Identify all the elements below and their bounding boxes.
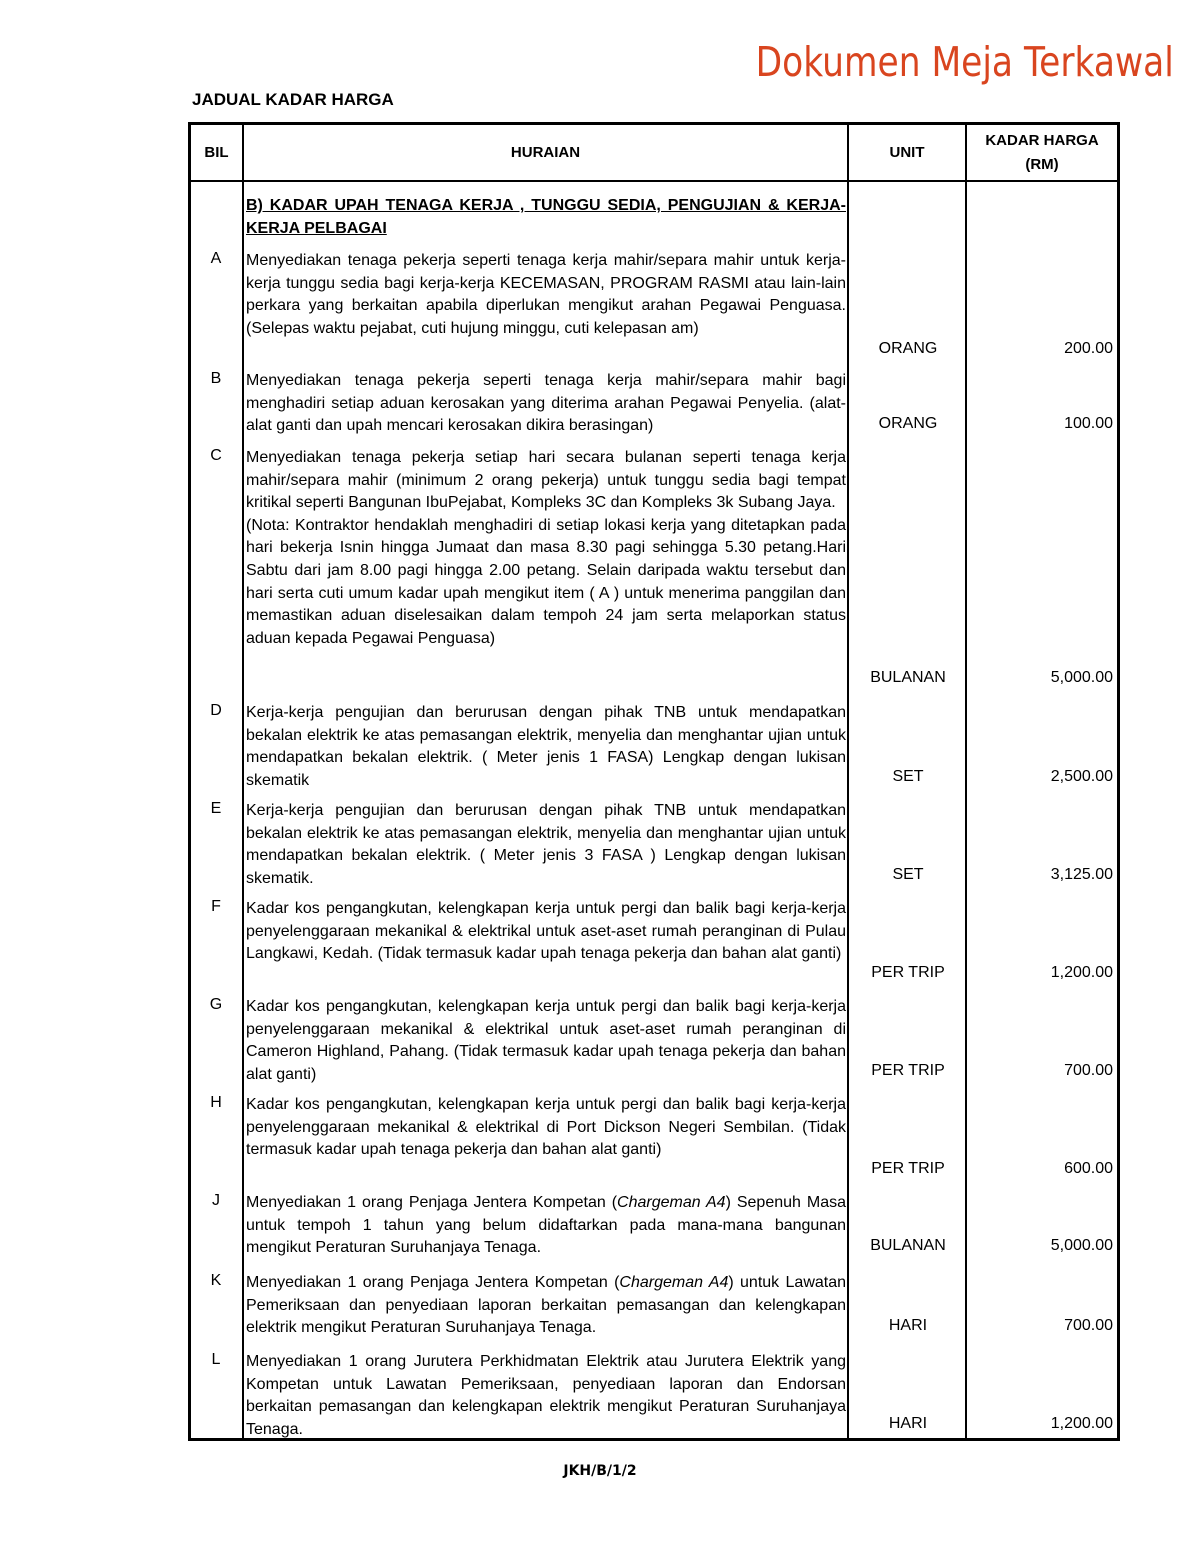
column-divider bbox=[847, 125, 849, 1438]
row-rate: 1,200.00 bbox=[1050, 1415, 1113, 1432]
row-bil: F bbox=[211, 898, 221, 915]
row-description-em: Chargeman A4 bbox=[617, 1194, 726, 1211]
watermark-text: Dokumen Meja Terkawal bbox=[755, 38, 1174, 86]
row-description: Kadar kos pengangkutan, kelengkapan kerja untuk pergi dan balik bagi kerja-kerja penyelenggaraan mekanikal & elektrikal di Port Dickson Negeri Sembilan. (Tidak termasuk kadar upah tenaga pekerja dan bahan alat ganti) bbox=[246, 1096, 846, 1159]
row-unit: ORANG bbox=[878, 415, 938, 432]
column-divider bbox=[242, 125, 244, 1438]
row-description: Kadar kos pengangkutan, kelengkapan kerja untuk pergi dan balik bagi kerja-kerja penyelenggaraan mekanikal & elektrikal untuk aset-aset rumah peranginan di Cameron Highland, Pahang. (Tidak termasuk kadar upah tenaga pekerja dan bahan alat ganti) bbox=[246, 998, 846, 1083]
page-title: JADUAL KADAR HARGA bbox=[192, 90, 394, 109]
row-description-em: Chargeman A4 bbox=[619, 1274, 729, 1291]
row-unit: PER TRIP bbox=[871, 964, 945, 981]
header-kadar-line1: KADAR HARGA bbox=[985, 131, 1099, 149]
row-bil: K bbox=[210, 1272, 222, 1289]
row-description: Kerja-kerja pengujian dan berurusan dengan pihak TNB untuk mendapatkan bekalan elektrik ke atas pemasangan elektrik, menyelia dan menghantar ujian untuk mendapatkan bekalan elektrik. ( Meter jenis 3 FASA ) Lengkap dengan lukisan skematik. bbox=[246, 802, 846, 887]
row-bil: B bbox=[210, 370, 222, 387]
section-title: B) KADAR UPAH TENAGA KERJA , TUNGGU SEDIA, PENGUJIAN & KERJA-KERJA PELBAGAI bbox=[246, 197, 846, 237]
row-bil: G bbox=[209, 996, 223, 1013]
row-description: Menyediakan tenaga pekerja seperti tenaga kerja mahir/separa mahir bagi menghadiri setiap aduan kerosakan yang diterima arahan Pegawai Penyelia. (alat-alat ganti dan upah mencari kerosakan dikira berasingan) bbox=[246, 372, 846, 435]
header-kadar-line2: (RM) bbox=[1025, 155, 1059, 173]
row-bil: A bbox=[210, 250, 222, 267]
row-unit: HARI bbox=[888, 1317, 928, 1334]
row-rate: 1,200.00 bbox=[1050, 964, 1113, 981]
row-rate: 200.00 bbox=[1064, 340, 1113, 357]
row-rate: 700.00 bbox=[1064, 1317, 1113, 1334]
row-unit: SET bbox=[892, 866, 924, 883]
header-kadar bbox=[967, 125, 1117, 180]
row-bil: E bbox=[210, 800, 222, 817]
row-bil: L bbox=[211, 1351, 221, 1368]
row-bil: J bbox=[212, 1192, 220, 1209]
row-description bbox=[246, 1192, 846, 1260]
row-bil: D bbox=[210, 702, 222, 719]
row-unit: PER TRIP bbox=[871, 1062, 945, 1079]
row-rate: 5,000.00 bbox=[1050, 1237, 1113, 1254]
row-unit: PER TRIP bbox=[871, 1160, 945, 1177]
row-description: Kerja-kerja pengujian dan berurusan dengan pihak TNB untuk mendapatkan bekalan elektrik ke atas pemasangan elektrik, menyelia dan menghantar ujian untuk mendapatkan bekalan elektrik. ( Meter jenis 1 FASA) Lengkap dengan lukisan skematik bbox=[246, 704, 846, 789]
row-description bbox=[246, 447, 846, 650]
row-unit: HARI bbox=[888, 1415, 928, 1432]
row-description-post: ) Sepenuh Masa untuk tempoh 1 tahun yang belum didaftarkan pada mana-mana bangunan mengikut Peraturan Suruhanjaya Tenaga. bbox=[246, 1194, 846, 1257]
row-bil: H bbox=[210, 1094, 222, 1111]
row-unit: SET bbox=[892, 768, 924, 785]
row-description: Menyediakan tenaga pekerja seperti tenaga kerja mahir/separa mahir untuk kerja-kerja tunggu sedia bagi kerja-kerja KECEMASAN, PROGRAM RASMI atau lain-lain perkara yang berkaitan apabila diperlukan mengikut arahan Pegawai Penguasa. (Selepas waktu pejabat, cuti hujung minggu, cuti kelepasan am) bbox=[246, 252, 846, 337]
row-description-pre: Menyediakan 1 orang Penjaga Jentera Kompetan ( bbox=[246, 1274, 620, 1291]
row-description: Menyediakan 1 orang Jurutera Perkhidmatan Elektrik atau Jurutera Elektrik yang Kompetan untuk Lawatan Pemeriksaan, penyediaan laporan dan Endorsan berkaitan pemasangan dan kelengkapan elektrik mengikut Peraturan Suruhanjaya Tenaga. bbox=[246, 1353, 846, 1438]
header-huraian: HURAIAN bbox=[510, 143, 581, 161]
rate-table bbox=[188, 122, 1120, 1441]
row-rate: 3,125.00 bbox=[1050, 866, 1113, 883]
row-unit: BULANAN bbox=[870, 1237, 946, 1254]
row-description-note: (Nota: Kontraktor hendaklah menghadiri di setiap lokasi kerja yang ditetapkan pada hari bekerja Isnin hingga Jumaat dan masa 8.30 pagi sehingga 5.30 petang.Hari Sabtu dari jam 8.00 pagi hingga 2.00 petang. Selain daripada waktu tersebut dan hari serta cuti umum kadar upah mengikut item ( A ) untuk menerima panggilan dan memastikan aduan diselesaikan dalam tempoh 24 jam serta melaporkan status aduan kepada Pegawai Penguasa) bbox=[246, 516, 846, 647]
column-divider bbox=[965, 125, 967, 1438]
header-unit: UNIT bbox=[889, 143, 925, 161]
row-description-post: ) untuk Lawatan Pemeriksaan dan penyediaan laporan berkaitan pemasangan dan kelengkapan elektrik mengikut Peraturan Suruhanjaya Tenaga. bbox=[246, 1274, 847, 1337]
row-rate: 2,500.00 bbox=[1050, 768, 1113, 785]
row-description: Kadar kos pengangkutan, kelengkapan kerja untuk pergi dan balik bagi kerja-kerja penyelenggaraan mekanikal & elektrikal untuk aset-aset rumah peranginan di Pulau Langkawi, Kedah. (Tidak termasuk kadar upah tenaga pekerja dan bahan alat ganti) bbox=[246, 900, 846, 963]
row-rate: 700.00 bbox=[1064, 1062, 1113, 1079]
header-bil: BIL bbox=[204, 143, 229, 161]
header-divider bbox=[191, 180, 1117, 182]
row-rate: 100.00 bbox=[1064, 415, 1113, 432]
row-rate: 5,000.00 bbox=[1050, 669, 1113, 686]
row-description-pre: Menyediakan 1 orang Penjaga Jentera Kompetan ( bbox=[246, 1194, 618, 1211]
row-unit: ORANG bbox=[878, 340, 938, 357]
row-rate: 600.00 bbox=[1064, 1160, 1113, 1177]
row-description-main: Menyediakan tenaga pekerja setiap hari secara bulanan seperti tenaga kerja mahir/separa mahir (minimum 2 orang pekerja) untuk tunggu sedia bagi tempat kritikal seperti Bangunan IbuPejabat, Kompleks 3C dan Kompleks 3k Subang Jaya. bbox=[246, 449, 846, 512]
page-footer: JKH/B/1/2 bbox=[563, 1463, 637, 1479]
row-unit: BULANAN bbox=[870, 669, 946, 686]
row-bil: C bbox=[210, 447, 222, 464]
row-description bbox=[246, 1272, 846, 1340]
